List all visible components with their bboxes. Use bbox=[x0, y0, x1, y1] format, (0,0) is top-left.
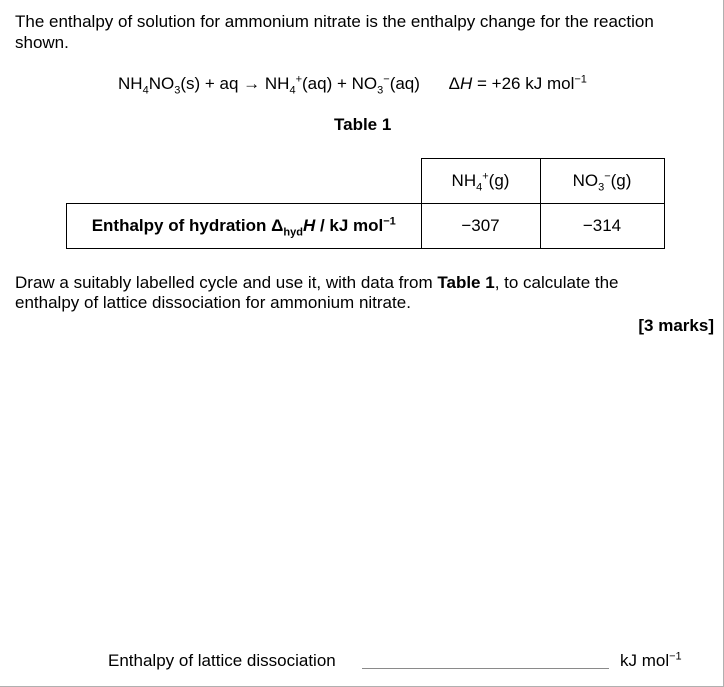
row-label-exp: −1 bbox=[383, 215, 396, 228]
eq-charge: − bbox=[383, 73, 390, 86]
question-line-2: enthalpy of lattice dissociation for ammonium nitrate. bbox=[15, 293, 411, 312]
header-state: (g) bbox=[488, 171, 510, 190]
eq-product-state: (aq) + NO bbox=[302, 74, 378, 93]
header-base: NH bbox=[451, 171, 477, 190]
header-sub: 3 bbox=[598, 181, 605, 194]
row-label-sub: hyd bbox=[283, 226, 303, 239]
reaction-arrow-icon: → bbox=[243, 74, 261, 93]
answer-input-line[interactable] bbox=[362, 668, 609, 669]
intro-line-2: shown. bbox=[15, 33, 69, 52]
row-label-hydration bbox=[67, 204, 422, 249]
value-ammonium: −307 bbox=[421, 204, 540, 249]
row-label-unit: / kJ mol bbox=[315, 216, 384, 235]
question-post: , to calculate the bbox=[494, 273, 619, 292]
answer-unit bbox=[620, 651, 682, 671]
table-title: Table 1 bbox=[334, 115, 392, 134]
header-ammonium bbox=[421, 159, 540, 204]
header-sub: 4 bbox=[476, 181, 483, 194]
unit-text: kJ mol bbox=[620, 651, 670, 670]
answer-label: Enthalpy of lattice dissociation bbox=[108, 651, 336, 670]
unit-exponent: −1 bbox=[669, 650, 682, 663]
table-corner bbox=[67, 159, 422, 204]
value-nitrate: −314 bbox=[540, 204, 664, 249]
row-label-var: H bbox=[302, 216, 316, 235]
row-label-text: Enthalpy of hydration Δ bbox=[91, 216, 284, 235]
eq-reactant-nh: NH bbox=[118, 74, 143, 93]
question-text bbox=[15, 273, 715, 313]
question-pre: Draw a suitably labelled cycle and use it, with data from bbox=[15, 273, 438, 292]
header-charge: − bbox=[604, 170, 611, 183]
unit-exponent: −1 bbox=[574, 73, 587, 86]
reaction-equation bbox=[118, 73, 587, 97]
delta-symbol: Δ bbox=[448, 74, 461, 93]
enthalpy-change bbox=[449, 74, 587, 93]
eq-sub: 4 bbox=[142, 84, 149, 97]
marks-label: [3 marks] bbox=[638, 316, 714, 335]
eq-charge: + bbox=[295, 73, 303, 86]
header-base: NO bbox=[572, 171, 599, 190]
eq-sub: 3 bbox=[377, 84, 384, 97]
eq-sub: 4 bbox=[289, 84, 296, 97]
header-state: (g) bbox=[610, 171, 632, 190]
eq-sub: 3 bbox=[174, 84, 181, 97]
eq-reactant-no: NO bbox=[148, 74, 175, 93]
eq-product-nh: NH bbox=[264, 74, 290, 93]
eq-reactant-state: (s) + aq bbox=[180, 74, 239, 93]
enthalpy-var: H bbox=[460, 74, 473, 93]
table-row bbox=[67, 204, 665, 249]
hydration-table bbox=[66, 158, 665, 249]
header-nitrate bbox=[540, 159, 664, 204]
table-header-row bbox=[67, 159, 665, 204]
intro-line-1: The enthalpy of solution for ammonium nitrate is the enthalpy change for the reaction bbox=[15, 12, 654, 31]
eq-product-state: (aq) bbox=[389, 74, 420, 93]
enthalpy-value: = +26 kJ mol bbox=[472, 74, 575, 93]
question-intro bbox=[15, 11, 715, 53]
question-line-1 bbox=[15, 273, 715, 293]
table-reference: Table 1 bbox=[437, 273, 495, 292]
header-charge: + bbox=[482, 170, 489, 183]
